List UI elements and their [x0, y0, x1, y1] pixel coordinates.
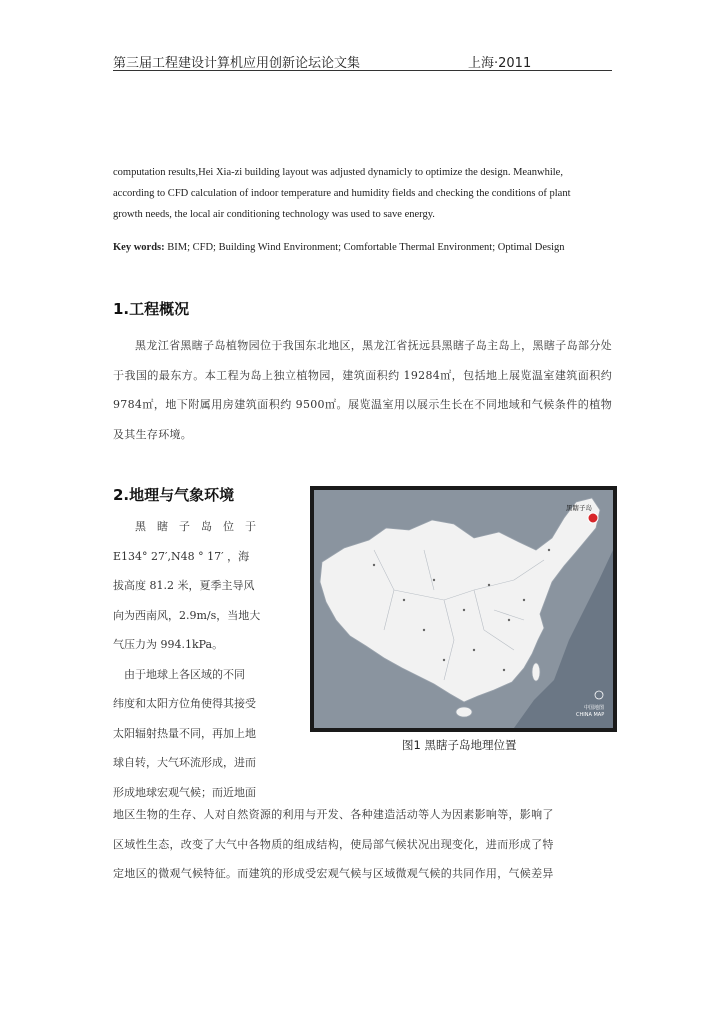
figure-caption: 图1 黑瞎子岛地理位置: [402, 738, 517, 752]
hainan-island: [456, 707, 472, 717]
compass-icon: [595, 691, 603, 699]
keywords: [113, 242, 612, 253]
paragraph: 黑龙江省黑瞎子岛植物园位于我国东北地区，黑龙江省抚远县黑瞎子岛主岛上，黑瞎子岛部分处于我国的最东方。本工程为岛上独立植物园，建筑面积约 19284㎡，包括地上展览温室建筑面积约 9784㎡，地下附属用房建筑面积约 9500㎡。展览温室用以展示生长在不同地域和气候条件的植物及其生存环境。: [113, 339, 612, 441]
running-header: [113, 52, 612, 71]
heixiazi-marker: [588, 513, 598, 523]
text-line: 纬度和太阳方位角使得其接受: [113, 697, 256, 710]
text-line: 定地区的微观气候特征。而建筑的形成受宏观气候与区域微观气候的共同作用，气候差异: [113, 867, 554, 880]
abstract-line: computation results,Hei Xia-zi building layout was adjusted dynamicly to optimize the design. Meanwhile,: [113, 167, 563, 178]
text-line: 由于地球上各区域的不同: [113, 667, 245, 681]
text-line: 拔高度 81.2 米，夏季主导风: [113, 579, 255, 592]
map-island-label: 黑瞎子岛: [566, 504, 592, 512]
taiwan-island: [532, 663, 540, 681]
text-line: 形成地球宏观气候；而近地面: [113, 785, 256, 799]
keywords-text: BIM; CFD; Building Wind Environment; Comfortable Thermal Environment; Optimal Design: [164, 242, 565, 253]
figure-map: [310, 486, 617, 732]
text-line: 地区生物的生存、人对自然资源的利用与开发、各种建造活动等人为因素影响等，影响了: [113, 808, 554, 821]
text-line: 球自转，大气环流形成，进而: [113, 756, 256, 769]
text-line: 区域性生态，改变了大气中各物质的组成结构，使局部气候状况出现变化，进而形成了特: [113, 837, 554, 851]
section2-full-width-text: [113, 800, 612, 889]
section2-narrow-column: [113, 512, 291, 807]
header-proceedings-title: 第三届工程建设计算机应用创新论坛论文集: [113, 56, 361, 71]
section-heading-1: 1.工程概况: [113, 300, 190, 318]
map-legend-en: CHINA MAP: [576, 712, 605, 718]
text-line: 太阳辐射热量不同，再加上地: [113, 726, 256, 740]
text-line: 向为西南风，2.9m/s，当地大: [113, 608, 261, 622]
section1-paragraph: [113, 331, 612, 449]
text-line: E134° 27′,N48 ° 17′ ，海: [113, 549, 250, 563]
china-map-illustration: [314, 490, 613, 728]
abstract-english: [113, 162, 612, 225]
abstract-line: according to CFD calculation of indoor temperature and humidity fields and checking the conditions of plant: [113, 188, 571, 199]
text-line: 气压力为 994.1kPa。: [113, 638, 224, 651]
section-heading-2: 2.地理与气象环境: [113, 486, 235, 504]
header-location-year: 上海·2011: [468, 56, 532, 71]
abstract-line: growth needs, the local air conditioning technology was used to save energy.: [113, 209, 435, 220]
map-image: [314, 490, 613, 728]
keywords-label: Key words:: [113, 242, 165, 253]
text-line: 黑 瞎 子 岛 位 于: [135, 520, 256, 533]
map-legend-cn: 中国地图: [584, 705, 605, 711]
